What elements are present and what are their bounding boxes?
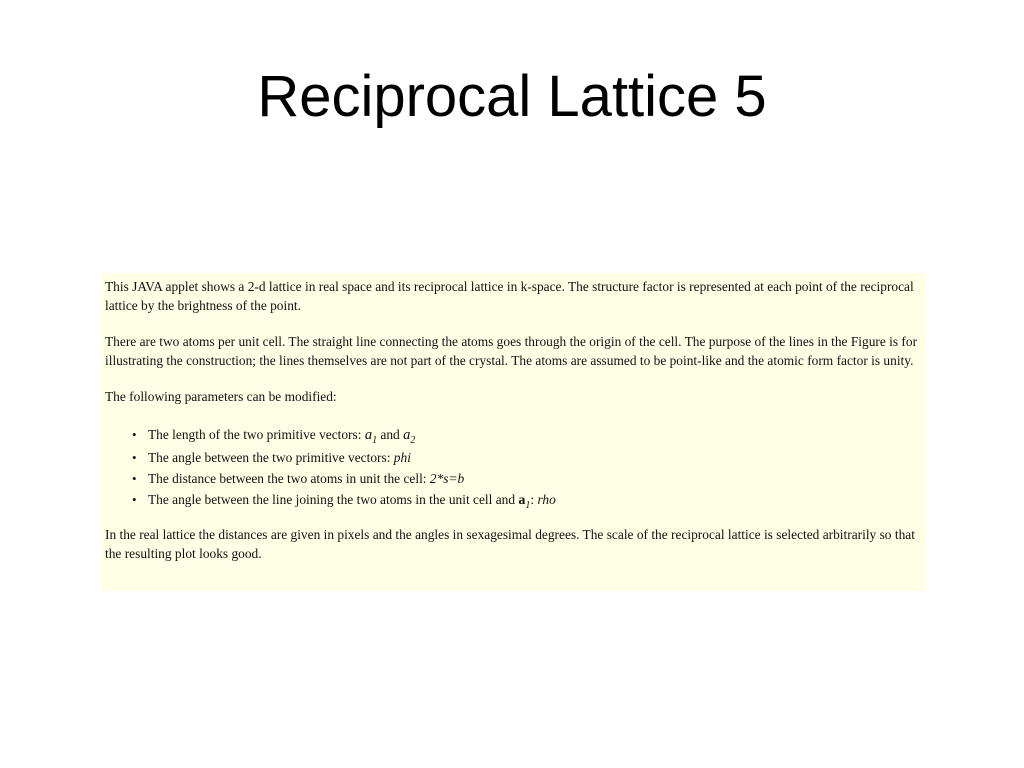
vector-a1-symbol: $a_1$ <box>364 427 378 446</box>
list-item <box>120 489 920 511</box>
bullet-icon: • <box>132 492 137 507</box>
vector-a2-symbol: $a_2$ <box>403 427 416 446</box>
list-item-text: The distance between the two atoms in unit the cell: <box>148 471 430 486</box>
bullet-icon: • <box>132 471 137 486</box>
list-item-joiner: and <box>377 427 404 442</box>
list-item <box>120 447 920 468</box>
list-item-text: The angle between the two primitive vectors: <box>148 450 394 465</box>
vector-a1-bold-symbol: $a_1$ <box>518 493 531 511</box>
list-item-colon: : <box>530 492 538 507</box>
list-item-text: The length of the two primitive vectors: <box>148 427 365 442</box>
phi-symbol: phi <box>393 450 411 465</box>
parameters-heading: The following parameters can be modified: <box>105 389 337 404</box>
applet-description-panel <box>101 273 926 591</box>
intro-paragraph: This JAVA applet shows a 2-d lattice in real space and its reciprocal lattice in k-space. The structure factor is represented at each point of the reciprocal lattice by the brightness of the point. <box>105 279 914 313</box>
scale-paragraph: In the real lattice the distances are given in pixels and the angles in sexagesimal degrees. The scale of the reciprocal lattice is selected arbitrarily so that the resulting plot looks good. <box>105 527 915 561</box>
list-item <box>120 423 920 447</box>
slide-title: Reciprocal Lattice 5 <box>257 64 767 129</box>
distance-symbol: 2*s=b <box>429 471 465 486</box>
atoms-paragraph: There are two atoms per unit cell. The straight line connecting the atoms goes through the origin of the cell. The purpose of the lines in the Figure is for illustrating the construction; the lines themselves are not part of the crystal. The atoms are assumed to be point-like and the atomic form factor is unity. <box>105 334 918 368</box>
rho-symbol: rho <box>537 492 556 507</box>
list-item-text: The angle between the line joining the two atoms in the unit cell and <box>148 492 519 507</box>
bullet-icon: • <box>132 450 137 465</box>
bullet-icon: • <box>132 427 137 442</box>
parameter-list <box>105 423 920 511</box>
list-item <box>120 468 920 489</box>
